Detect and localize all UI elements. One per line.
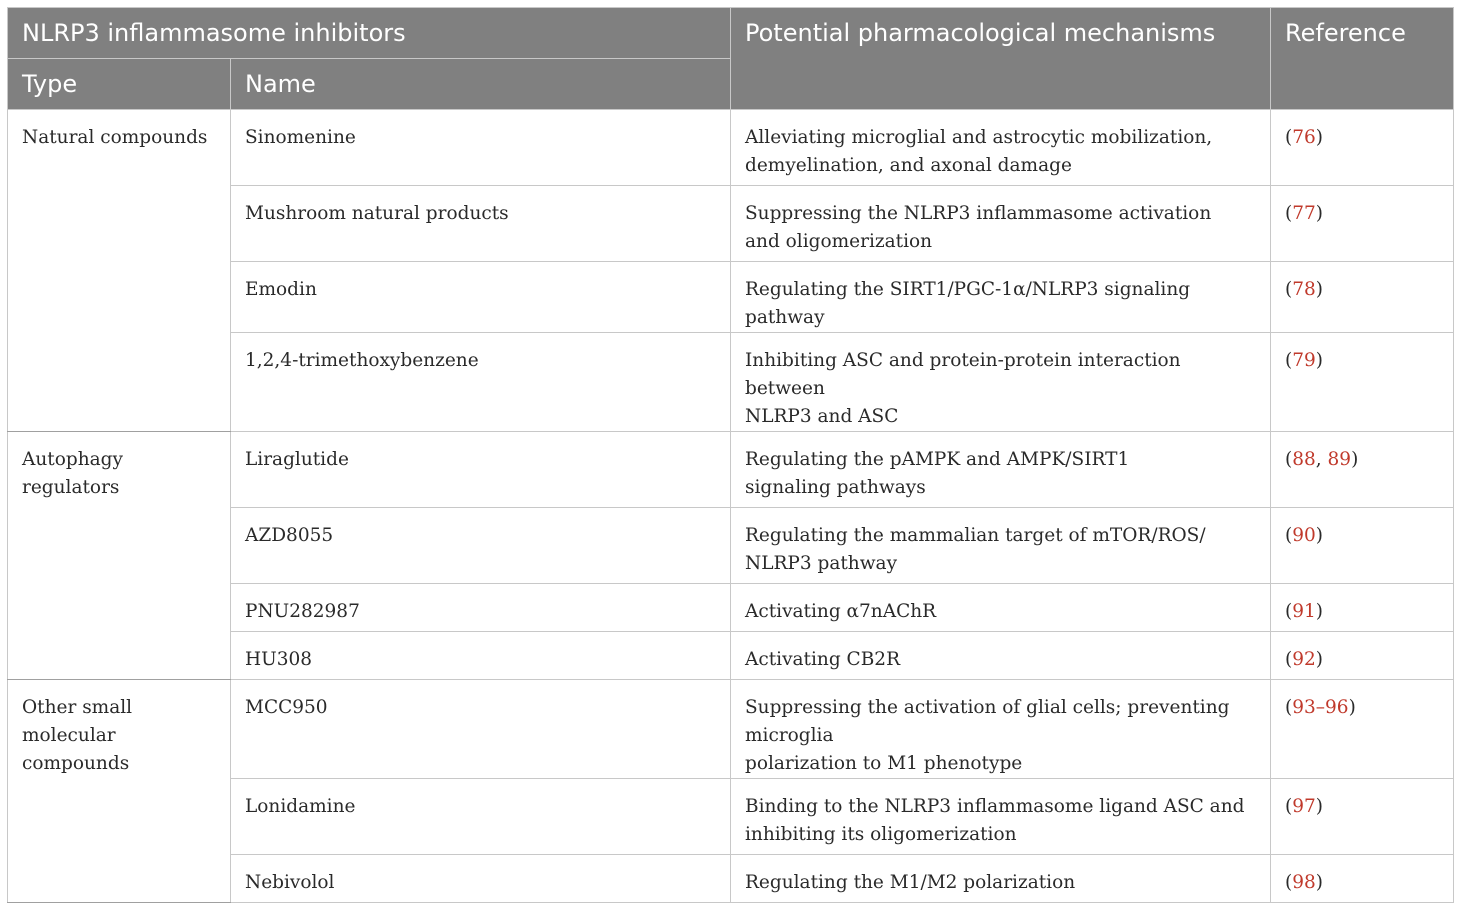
mechanism-line: Suppressing the activation of glial cells; preventing microglia: [745, 697, 1230, 746]
mechanism-line: NLRP3 and ASC: [745, 406, 899, 427]
reference-cell: [1271, 632, 1454, 680]
reference-paren: ): [1315, 525, 1323, 546]
reference-cell: [1271, 262, 1454, 333]
reference-link[interactable]: 93–96: [1292, 697, 1349, 718]
reference-separator: ,: [1315, 449, 1328, 470]
reference-paren: (: [1285, 649, 1293, 670]
type-label-line: molecular compounds: [22, 725, 130, 774]
table-row: [8, 680, 1454, 779]
header-row-top: [8, 8, 1454, 59]
compound-name: Mushroom natural products: [231, 186, 731, 262]
header-mechanisms: Potential pharmacological mechanisms: [731, 8, 1271, 110]
reference-paren: ): [1315, 127, 1323, 148]
reference-paren: ): [1315, 279, 1323, 300]
header-inhibitors: NLRP3 inflammasome inhibitors: [8, 8, 731, 59]
mechanism-cell: [731, 855, 1271, 903]
table-header: [8, 8, 1454, 110]
reference-paren: ): [1315, 796, 1323, 817]
reference-paren: ): [1315, 872, 1323, 893]
mechanism-line: Regulating the pAMPK and AMPK/SIRT1: [745, 449, 1130, 470]
reference-paren: ): [1315, 649, 1323, 670]
reference-link[interactable]: 76: [1292, 127, 1316, 148]
reference-paren: (: [1285, 697, 1293, 718]
reference-link[interactable]: 89: [1327, 449, 1352, 470]
table-body: [8, 110, 1454, 903]
mechanism-cell: [731, 333, 1271, 432]
reference-cell: [1271, 779, 1454, 855]
header-reference: Reference: [1271, 8, 1454, 110]
reference-link[interactable]: 77: [1292, 203, 1316, 224]
compound-name: Nebivolol: [231, 855, 731, 903]
mechanism-line: Regulating the mammalian target of mTOR/ROS/: [745, 525, 1206, 546]
reference-paren: ): [1351, 449, 1359, 470]
mechanism-cell: [731, 779, 1271, 855]
reference-paren: ): [1348, 697, 1356, 718]
mechanism-line: and oligomerization: [745, 231, 933, 252]
type-cell: Autophagy regulators: [8, 432, 231, 680]
compound-name: HU308: [231, 632, 731, 680]
mechanism-line: Regulating the SIRT1/PGC-1α/NLRP3 signaling pathway: [745, 279, 1191, 328]
reference-paren: (: [1285, 449, 1293, 470]
mechanism-cell: [731, 110, 1271, 186]
reference-cell: [1271, 110, 1454, 186]
mechanism-cell: [731, 262, 1271, 333]
reference-paren: (: [1285, 127, 1293, 148]
reference-paren: (: [1285, 279, 1293, 300]
reference-link[interactable]: 98: [1292, 872, 1316, 893]
compound-name: AZD8055: [231, 508, 731, 584]
mechanism-cell: [731, 632, 1271, 680]
compound-name: Liraglutide: [231, 432, 731, 508]
table-row: [8, 432, 1454, 508]
mechanism-line: Binding to the NLRP3 inflammasome ligand ASC and: [745, 796, 1245, 817]
reference-paren: (: [1285, 796, 1293, 817]
mechanism-line: polarization to M1 phenotype: [745, 753, 1023, 774]
mechanism-cell: [731, 584, 1271, 632]
type-cell: Natural compounds: [8, 110, 231, 432]
compound-name: PNU282987: [231, 584, 731, 632]
mechanism-line: demyelination, and axonal damage: [745, 155, 1072, 176]
compound-name: MCC950: [231, 680, 731, 779]
reference-cell: [1271, 508, 1454, 584]
mechanism-line: Inhibiting ASC and protein-protein interaction between: [745, 350, 1181, 399]
reference-link[interactable]: 97: [1292, 796, 1316, 817]
compound-name: Emodin: [231, 262, 731, 333]
mechanism-line: inhibiting its oligomerization: [745, 824, 1017, 845]
reference-cell: [1271, 855, 1454, 903]
compound-name: Sinomenine: [231, 110, 731, 186]
reference-cell: [1271, 584, 1454, 632]
mechanism-cell: [731, 186, 1271, 262]
mechanism-cell: [731, 508, 1271, 584]
reference-paren: (: [1285, 350, 1293, 371]
table-row: [8, 110, 1454, 186]
mechanism-line: Activating CB2R: [745, 649, 900, 670]
reference-link[interactable]: 88: [1292, 449, 1316, 470]
inhibitors-table: [7, 7, 1454, 903]
mechanism-cell: [731, 432, 1271, 508]
reference-paren: ): [1315, 203, 1323, 224]
reference-link[interactable]: 92: [1292, 649, 1316, 670]
reference-cell: [1271, 333, 1454, 432]
header-type: Type: [8, 59, 231, 110]
reference-paren: (: [1285, 203, 1293, 224]
reference-link[interactable]: 79: [1292, 350, 1316, 371]
type-cell: [8, 680, 231, 903]
mechanism-line: Regulating the M1/M2 polarization: [745, 872, 1076, 893]
mechanism-line: Alleviating microglial and astrocytic mobilization,: [745, 127, 1213, 148]
mechanism-line: NLRP3 pathway: [745, 553, 898, 574]
reference-cell: [1271, 432, 1454, 508]
compound-name: 1,2,4-trimethoxybenzene: [231, 333, 731, 432]
mechanism-cell: [731, 680, 1271, 779]
reference-paren: (: [1285, 872, 1293, 893]
reference-paren: ): [1315, 601, 1323, 622]
mechanism-line: Suppressing the NLRP3 inflammasome activation: [745, 203, 1212, 224]
compound-name: Lonidamine: [231, 779, 731, 855]
reference-cell: [1271, 186, 1454, 262]
reference-cell: [1271, 680, 1454, 779]
reference-paren: (: [1285, 601, 1293, 622]
mechanism-line: Activating α7nAChR: [745, 601, 937, 622]
type-label-line: Other small: [22, 697, 133, 718]
reference-link[interactable]: 78: [1292, 279, 1316, 300]
reference-link[interactable]: 90: [1292, 525, 1316, 546]
reference-paren: (: [1285, 525, 1293, 546]
header-name: Name: [231, 59, 731, 110]
reference-link[interactable]: 91: [1292, 601, 1316, 622]
mechanism-line: signaling pathways: [745, 477, 926, 498]
reference-paren: ): [1315, 350, 1323, 371]
